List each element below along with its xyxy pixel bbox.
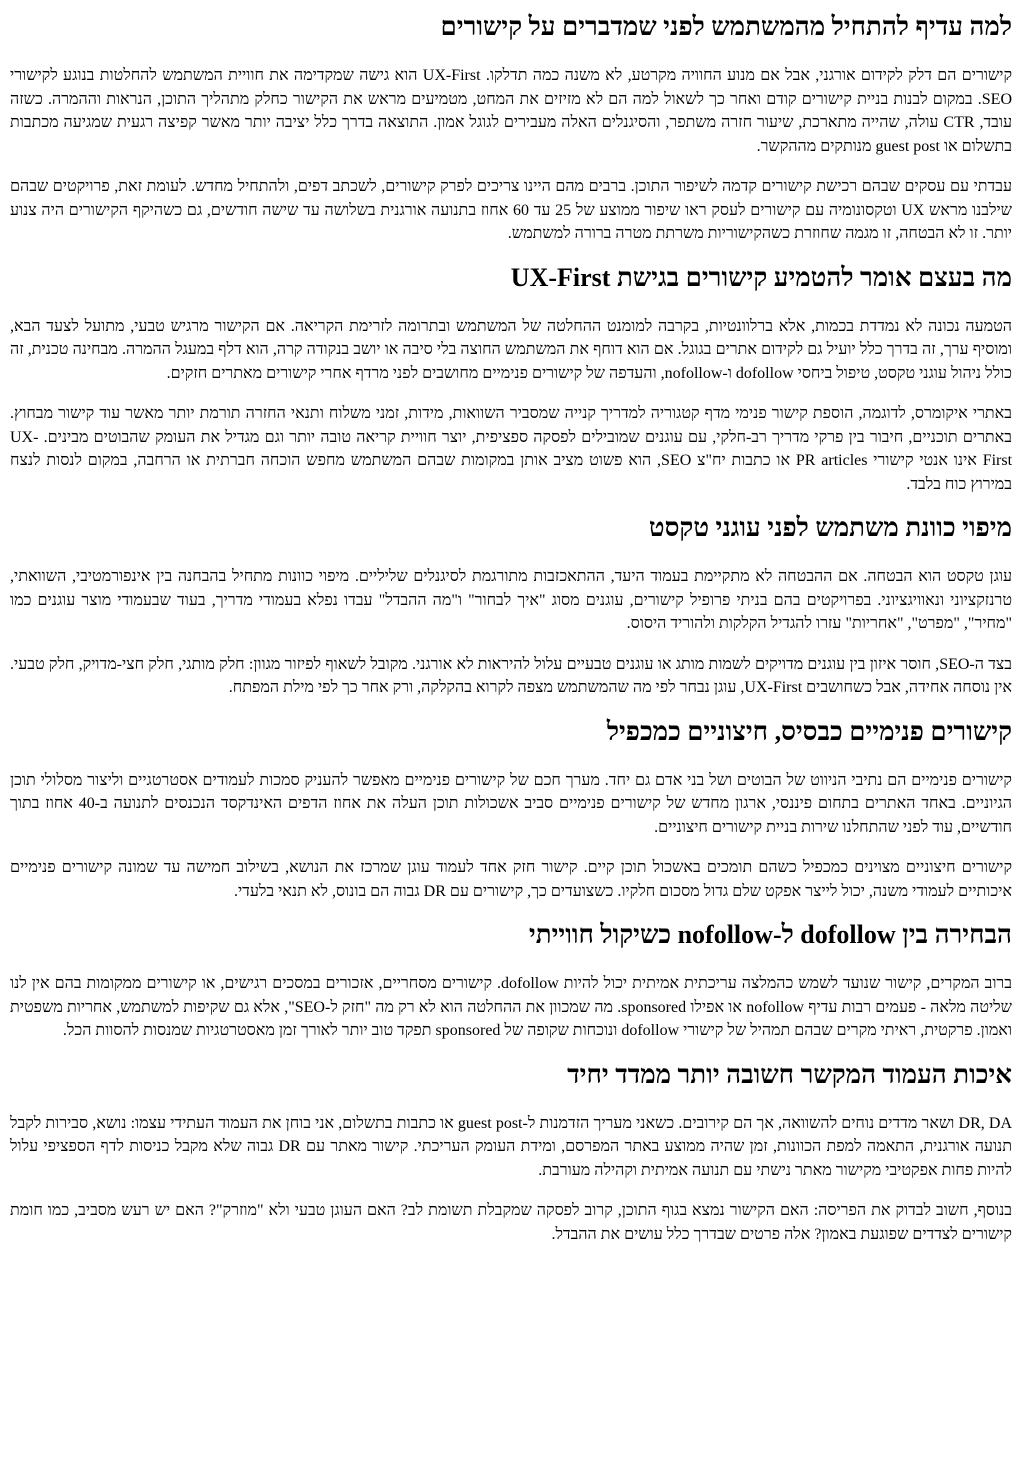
section-intent-mapping	[10, 513, 1012, 700]
section-heading: מה בעצם אומר להטמיע קישורים בגישת UX-First	[510, 262, 1012, 292]
section-heading: למה עדיף להתחיל מהמשתמש לפני שמדברים על קישורים	[440, 12, 1012, 41]
section-paragraph: ברוב המקרים, קישור שנועד לשמש כהמלצה עריכתית אמיתית יכול להיות dofollow. קישורים מסחריים, אזכורים במסכים רגישים, או קישורים ממקומות בהם אין לנו שליטה מלאה - פעמים רבות עדיף nofollow או אפילו sponsored. מה שמכוון את ההחלטה הוא לא רק מה "חזק ל-SEO", אלא גם שקיפות למשתמש, אחריות משפטית ואמון. פרקטית, ראיתי מקרים שבהם תמהיל של קישורי dofollow ונוכחות שקופה של sponsored תפקד טוב יותר לאורך זמן מאסטרטגיות שמנסות להסוות הכל.	[10, 975, 1012, 1039]
section-paragraph: בצד ה-SEO, חוסר איזון בין עוגנים מדויקים לשמות מותג או עוגנים טבעיים עלול להיראות לא אורגני. מקובל לשאוף לפיזור מגוון: חלק מותגי, חלק חצי-מדויק, חלק טבעי. אין נוסחה אחידה, אבל כשחושבים UX-First, עוגן נבחר לפי מה שהמשתמש מצפה לקרוא בהקלקה, ורק אחר כך לפי מילת המפתח.	[10, 655, 1012, 696]
section-heading: איכות העמוד המקשר חשובה יותר ממדד יחיד	[567, 1059, 1012, 1089]
section-paragraph: הטמעה נכונה לא נמדדת בכמות, אלא ברלוונטיות, בקרבה למומנט ההחלטה של המשתמש ובתרומה לזרימת הקריאה. אם הקישור מרגיש טבעי, מתועל לצעד הבא, ומוסיף ערך, זה בדרך כלל יועיל גם לקידום אתרים בגוגל. אם הוא דוחף את המשתמש החוצה בלי סיבה או יושב בנקודה קרה, הוא דלף במעגל ההמרה. מבחינה טכנית, זה כולל ניהול עוגני טקסט, טיפול ביחסי dofollow ו-nofollow, והעדפה של קישורים פנימיים מחושבים לפני מרדף אחרי קישורים מאתרים חזקים.	[10, 317, 1012, 382]
section-paragraph: קישורים פנימיים הם נתיבי הניווט של הבוטים ושל בני אדם גם יחד. מערך חכם של קישורים פנימיים מאפשר להעניק סמכות לעמודים אסטרטגיים וליצור מסלולי תוכן הגיוניים. באחד האתרים בתחום פיננסי, ארגון מחדש של קישורים פנימיים סביב אשכולות תוכן העלה את אחוז הדפים האינדקסד הנכנסים לתנועה ב-40 אחוז בתוך חודשיים, עוד לפני שהתחלנו שירות בניית קישורים חיצוניים.	[10, 771, 1013, 836]
section-paragraph: בנוסף, חשוב לבדוק את הפריסה: האם הקישור נמצא בגוף התוכן, קרוב לפסקה שמקבלת תשומת לב? האם העוגן טבעי ולא "מוזרק"? האם יש רעש מסביב, כמו חומת קישורים לצדדים שפוגעת באמון? אלה פרטים שבדרך כלל עושים את ההבדל.	[10, 1202, 1012, 1243]
section-paragraph: עבדתי עם עסקים שבהם רכישת קישורים קדמה לשיפור התוכן. ברבים מהם היינו צריכים לפרק קישורים, לשכתב דפים, ולהתחיל מחדש. לעומת זאת, פרויקטים שבהם שילבנו מראש UX וטקסונומיה עם קישורים לעסק ראו שיפור ממוצע של 25 עד 60 אחוז בתנועה אורגנית בשלושה עד שישה חודשים, גם כשהיקף הקישורים היה צנוע יותר. זו לא הבטחה, זו מגמה שחוזרת כשהקישוריות משרתת מטרה ברורה למשתמש.	[10, 178, 1013, 242]
section-linking-page-quality	[10, 1060, 1012, 1247]
section-ux-first-intro	[10, 12, 1012, 246]
section-paragraph: עוגן טקסט הוא הבטחה. אם ההבטחה לא מתקיימת בעמוד היעד, ההתאכזבות מתורגמת לסיגנלים שליליים. מיפוי כוונות מתחיל בהבחנה בין אינפורמטיבי, השוואתי, טרנזקציוני ונאוויגציוני. בפרויקטים בהם בניתי פרופיל קישורים, עוגנים מסוג "איך לבחור" ו"מה ההבדל" עבדו נפלא בעמודי מדריך, בעוד שבעמודי מוצר עוגנים כמו "מחיר", "מפרט", "אחריות" עזרו להגדיל הקלקות ולהוריד היסוס.	[10, 568, 1012, 632]
section-embedding-links	[10, 263, 1012, 497]
section-heading: קישורים פנימיים כבסיס, חיצוניים כמכפיל	[606, 716, 1012, 746]
section-paragraph: באתרי איקומרס, לדוגמה, הוספת קישור פנימי מדף קטגוריה למדריך קנייה שמסביר השוואות, מידות, זמני משלוח ותנאי החזרה תורמת יותר מאשר עוד קישור מבחוץ. באתרים תוכניים, חיבור בין פרקי מדריך רב-חלקי, עם עוגנים שמובילים לפסקה ספציפית, יוצר חוויית קריאה טובה יותר וגם מגדיל את העומק שהבוטים מבינים. UX-First אינו אנטי קישורי PR articles או כתבות יח"צ SEO, הוא פשוט מציב אותן במקומות שבהם המשתמש מחפש הוכחה חברתית או הרחבה, במקום לנסות לנצח במירוץ כוח בלבד.	[10, 405, 1013, 493]
section-paragraph: DR, DA ושאר מדדים נוחים להשוואה, אך הם קירובים. כשאני מעריך הזדמנות ל-guest post או כתבות בתשלום, אני בוחן את העמוד העתידי עצמו: נושא, סבירות לקבל תנועה אורגנית, התאמה למפת הכוונות, זמן שהיה ממוצע באתר המפרסם, ומידת העומק העריכתי. קישור מאתר עם DR גבוה שלא מקבל כניסות לדף הספציפי עלול להיות פחות אפקטיבי מקישור מאתר נישתי עם תנועה אמיתית וקהילה מעורבת.	[10, 1114, 1013, 1179]
section-heading: מיפוי כוונת משתמש לפני עוגני טקסט	[648, 513, 1012, 542]
section-paragraph: קישורים הם דלק לקידום אורגני, אבל אם מנוע החוויה מקרטע, לא משנה כמה תדלקו. UX-First הוא גישה שמקדימה את חוויית המשתמש להחלטות בנוגע לקישורי SEO. במקום לבנות בניית קישורים קודם ואחר כך לשאול למה הם לא מזיזים את המחט, מטמיעים מראש את הקישור כחלק מתהליך התוכן, הנראות וההמרה. כשזה עובד, CTR עולה, שהייה מתארכת, שיעור חזרה משתפר, והסיגנלים האלה מעבירים לגוגל אמון. התוצאה בדרך כלל יציבה יותר מאשר קפיצה רגעית שמגיעה מכתבות בתשלום או guest post מנותקים מההקשר.	[10, 67, 1013, 155]
section-paragraph: קישורים חיצוניים מצוינים כמכפיל כשהם תומכים באשכול תוכן קיים. קישור חזק אחד לעמוד עוגן שמרכז את הנושא, בשילוב חמישה עד שמונה קישורים פנימיים איכותיים לעמודי משנה, יכול לייצר אפקט שלם גדול מסכום חלקיו. כשצועדים כך, קישורים עם DR גבוה הם בונוס, לא תנאי בלעדי.	[10, 859, 1012, 900]
section-dofollow-nofollow	[10, 920, 1012, 1043]
section-internal-external-links	[10, 717, 1012, 904]
section-heading: הבחירה בין dofollow ל-nofollow כשיקול חווייתי	[528, 920, 1012, 949]
article	[0, 12, 1024, 1246]
